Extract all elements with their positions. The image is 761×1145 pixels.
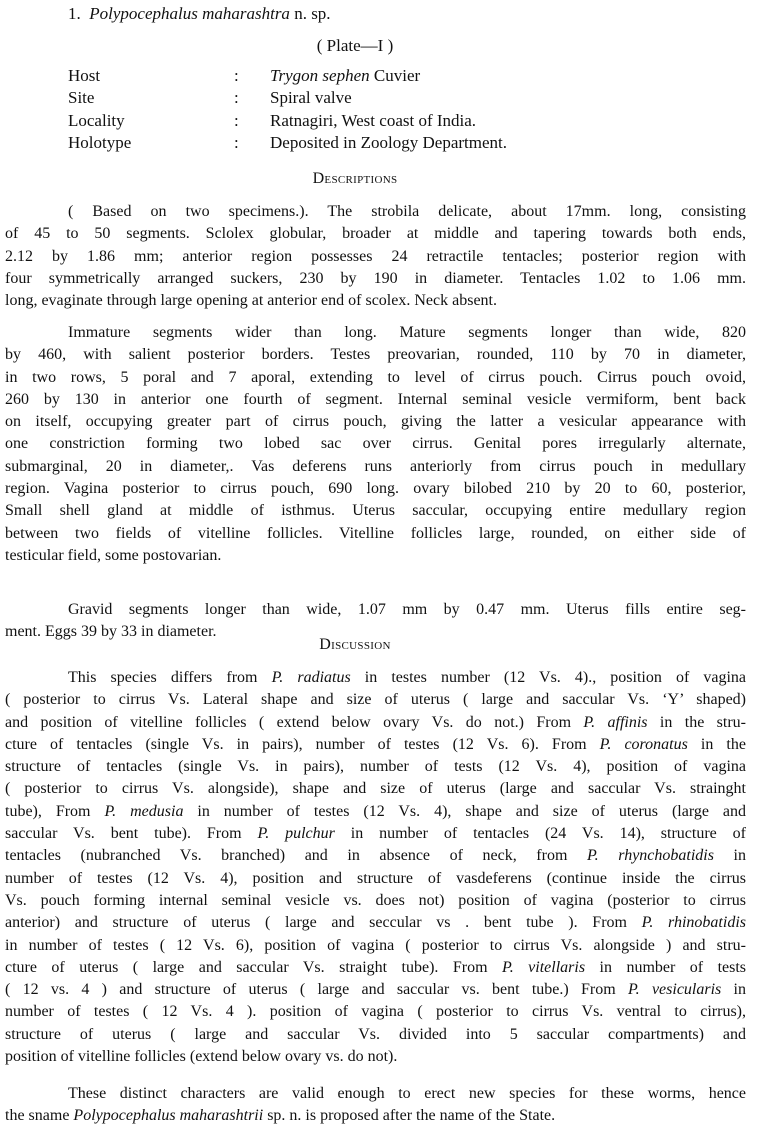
species-name: Polypocephalus maharashtra — [89, 4, 290, 23]
text-line — [5, 957, 746, 979]
meta-label: Holotype — [68, 133, 132, 153]
text-run: cture of uterus ( large and saccular Vs. straight tube). From — [5, 958, 503, 976]
text-line — [5, 246, 746, 268]
text-line — [5, 756, 746, 778]
text-run: Small shell gland at middle of isthmus. Uterus saccular, occupying entire medullary region — [5, 502, 746, 520]
text-run: saccular Vs. bent tube). From — [5, 825, 258, 843]
species-number: 1. — [68, 4, 81, 23]
text-line — [5, 734, 746, 756]
text-line — [5, 500, 746, 522]
species-name-italic: P. radiatus — [271, 669, 351, 686]
meta-colon: : — [234, 133, 239, 153]
text-run: in number of tentacles (24 Vs. 14), structure of — [334, 825, 746, 843]
text-run: on itself, occupying greater part of cirrus pouch, giving the latter a vesicular appearance with — [5, 413, 746, 431]
text-line — [5, 712, 746, 734]
text-run: ment. Eggs 39 by 33 in diameter. — [5, 623, 217, 641]
species-name-italic: P. medusia — [104, 802, 184, 820]
text-run: Gravid segments longer than wide, 1.07 mm by 0.47 mm. Uterus fills entire seg- — [68, 601, 746, 618]
text-run: the sname — [5, 1107, 74, 1125]
meta-value: Spiral valve — [270, 88, 352, 108]
text-line — [5, 689, 746, 711]
text-run: These distinct characters are valid enough to erect new species for these worms, hence — [68, 1085, 746, 1102]
text-run: in the — [687, 735, 746, 753]
text-line — [5, 389, 746, 411]
text-line — [5, 411, 746, 433]
paragraph-description — [5, 201, 746, 312]
meta-value: Ratnagiri, West coast of India. — [270, 110, 477, 130]
meta-colon: : — [234, 110, 239, 130]
text-line — [5, 801, 746, 823]
paragraph-segments — [5, 322, 746, 567]
text-line — [5, 545, 746, 567]
text-run: number of testes ( 12 Vs. 4 ). position of vagina ( posterior to cirrus Vs. ventral to cirrus), — [5, 1003, 746, 1021]
text-run: tentacles (nubranched Vs. branched) and in absence of neck, from — [5, 847, 587, 865]
text-run: in number of testes (12 Vs. 4), shape and size of uterus (large and — [183, 802, 746, 820]
text-run: Vs. pouch forming internal seminal vesicle vs. does not) position of vagina (posterior to cirrus — [5, 891, 746, 909]
text-line — [5, 979, 746, 1001]
text-line — [5, 1024, 746, 1046]
meta-label: Site — [68, 88, 95, 108]
text-line — [5, 268, 746, 290]
text-line — [5, 367, 746, 389]
text-run: in the stru- — [647, 713, 746, 731]
species-name-italic: P. rhynchobatidis — [586, 847, 714, 865]
species-name-italic: P. vesicularis — [627, 981, 722, 999]
text-line — [5, 599, 746, 621]
host-species: Trygon sephen — [270, 66, 370, 85]
text-line — [5, 523, 746, 545]
text-run: in — [721, 981, 746, 999]
text-line — [5, 778, 746, 800]
text-line — [5, 868, 746, 890]
text-run: tube), From — [5, 802, 105, 820]
text-run: one constriction forming two lobed sac over cirrus. Genital pores irregularly alternate, — [5, 435, 746, 453]
text-line — [5, 935, 746, 957]
text-run: long, evaginate through large opening at anterior end of scolex. Neck absent. — [5, 292, 497, 310]
text-run: ( 12 vs. 4 ) and structure of uterus ( large and saccular vs. bent tube.) From — [5, 981, 628, 999]
text-line — [5, 322, 746, 344]
text-run: four symmetrically arranged suckers, 230 by 190 in diameter. Tentacles 1.02 to 1.06 mm. — [5, 269, 746, 287]
text-line — [5, 456, 746, 478]
meta-label: Locality — [68, 110, 125, 130]
species-name-italic: P. pulchur — [257, 825, 335, 843]
text-run: in testes number (12 Vs. 4)., position of vagina — [350, 669, 746, 686]
text-run: 260 by 130 in anterior one fourth of segment. Internal seminal vesicle vermiform, bent back — [5, 390, 746, 408]
species-name-italic: P. coronatus — [599, 735, 688, 753]
text-line — [5, 478, 746, 500]
text-run: structure of uterus ( large and saccular Vs. divided into 5 saccular compartments) and — [5, 1025, 746, 1043]
heading-descriptions: Descriptions — [312, 170, 398, 187]
text-line — [5, 1083, 746, 1105]
text-run: position of vitelline follicles (extend below ovary vs. do not). — [5, 1048, 398, 1066]
meta-label: Host — [68, 66, 101, 85]
text-run: in number of tests — [585, 958, 746, 976]
text-run: Immature segments wider than long. Mature segments longer than wide, 820 — [68, 324, 746, 341]
text-line — [5, 223, 746, 245]
text-line — [5, 344, 746, 366]
text-run: number of testes (12 Vs. 4), position and structure of vasdeferens (continue inside the cirrus — [5, 869, 746, 887]
text-run: ( posterior to cirrus Vs. alongside), shape and size of uterus (large and saccular Vs. strainght — [5, 780, 746, 798]
text-line — [5, 1105, 746, 1127]
text-run: 2.12 by 1.86 mm; anterior region possesses 24 retractile tentacles; posterior region with — [5, 247, 746, 265]
text-run: ( posterior to cirrus Vs. Lateral shape and size of uterus ( large and saccular Vs. ‘Y’ shaped) — [5, 691, 746, 709]
text-line — [5, 845, 746, 867]
text-run: in two rows, 5 poral and 7 aporal, extending to level of cirrus pouch. Cirrus pouch ovoid, — [5, 368, 746, 386]
text-run: sp. n. is proposed after the name of the State. — [263, 1107, 556, 1125]
text-run: in — [713, 847, 746, 865]
host-author: Cuvier — [373, 66, 421, 85]
text-run: of 45 to 50 segments. Sclolex globular, broader at middle and tapering towards both ends, — [5, 225, 746, 243]
text-run: This species differs from — [68, 669, 272, 686]
text-run: region. Vagina posterior to cirrus pouch, 690 long. ovary bilobed 210 by 20 to 60, posterior, — [5, 480, 746, 498]
meta-value: Deposited in Zoology Department. — [270, 133, 508, 153]
species-name-italic: P. affinis — [583, 713, 648, 731]
text-line — [5, 201, 746, 223]
text-run: ( Based on two specimens.). The strobila delicate, about 17mm. long, consisting — [68, 203, 746, 220]
species-name-italic: Polypocephalus maharashtrii — [73, 1107, 264, 1125]
species-name-italic: P. vitellaris — [502, 958, 586, 976]
text-line — [5, 1001, 746, 1023]
paragraph-conclusion — [5, 1083, 746, 1128]
text-line — [5, 912, 746, 934]
meta-value — [270, 65, 420, 87]
species-name-italic: P. rhinobatidis — [641, 914, 746, 932]
text-line — [5, 823, 746, 845]
text-line — [5, 1046, 746, 1068]
text-run: and position of vitelline follicles ( extend below ovary Vs. do not.) From — [5, 713, 584, 731]
text-run: between two fields of vitelline follicles. Vitelline follicles large, rounded, on either side of — [5, 524, 746, 542]
text-run: testicular field, some postovarian. — [5, 546, 222, 564]
text-line — [5, 667, 746, 689]
paragraph-discussion — [5, 667, 746, 1068]
text-run: by 460, with salient posterior borders. Testes preovarian, rounded, 110 by 70 in diameter, — [5, 346, 746, 364]
text-run: cture of tentacles (single Vs. in pairs), number of testes (12 Vs. 6). From — [5, 735, 600, 753]
species-title — [68, 4, 331, 24]
text-run: in number of testes ( 12 Vs. 6), position of vagina ( posterior to cirrus Vs. alongside ) and stru- — [5, 936, 746, 954]
text-run: structure of tentacles (single Vs. in pairs), number of tests (12 Vs. 4), position of vagina — [5, 758, 746, 776]
text-line — [5, 890, 746, 912]
text-line — [5, 433, 746, 455]
text-run: anterior) and structure of uterus ( large and seccular vs . bent tube ). From — [5, 914, 642, 932]
meta-colon: : — [234, 88, 239, 108]
text-run: submarginal, 20 in diameter,. Vas deferens runs anteriorly from cirrus pouch in medullary — [5, 457, 746, 475]
meta-colon: : — [234, 66, 239, 85]
plate-reference: ( Plate—I ) — [316, 36, 394, 55]
text-line — [5, 290, 746, 312]
species-suffix: n. sp. — [294, 4, 331, 23]
heading-discussion: Discussion — [319, 636, 391, 653]
